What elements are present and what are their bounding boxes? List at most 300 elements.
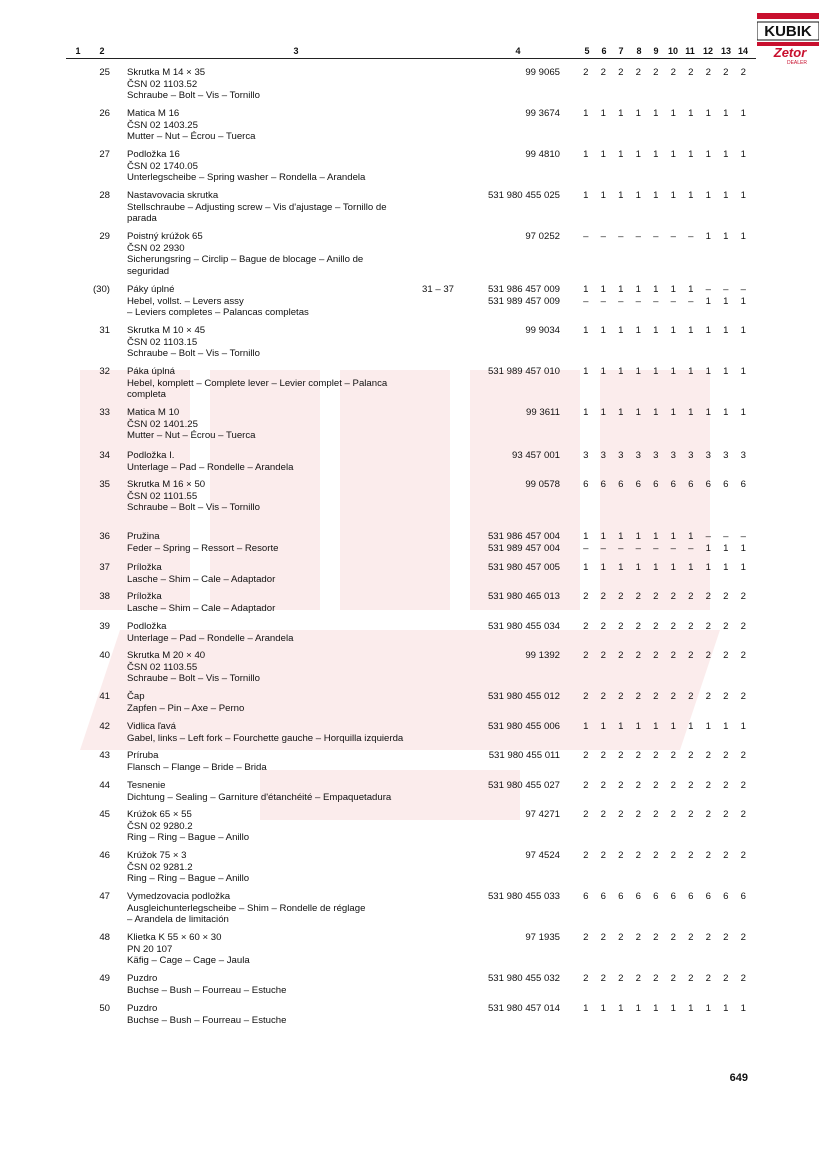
quantity-cell: 6	[740, 891, 746, 902]
quantity-cell: 6	[635, 479, 641, 490]
quantity-cell: –	[618, 295, 624, 307]
part-number: 531 980 455 034	[487, 621, 560, 632]
quantity-cell: 1	[688, 531, 694, 542]
quantity-cell: 1	[688, 108, 694, 119]
quantity-line	[577, 850, 757, 862]
quantity-cell: 1	[688, 190, 694, 201]
part-number: 531 980 465 013	[487, 591, 560, 602]
quantity-line	[577, 750, 757, 762]
quantity-cell: 2	[635, 650, 641, 661]
quantity-cell: 1	[618, 284, 624, 295]
quantity-cell: 1	[600, 325, 606, 336]
part-numbers	[462, 973, 560, 985]
part-number: 99 4810	[525, 149, 560, 160]
column-header-8: 8	[636, 46, 642, 56]
description-line: Schraube – Bolt – Vis – Tornillo	[127, 502, 260, 513]
quantity-columns	[577, 721, 757, 733]
quantity-cell: 2	[723, 780, 729, 791]
quantity-cell: 6	[740, 479, 746, 490]
description-line: Stellschraube – Adjusting screw – Vis d'ajustage – Tornillo de	[127, 201, 387, 213]
quantity-cell: 1	[653, 531, 659, 542]
quantity-cell: 1	[618, 531, 624, 542]
quantity-cell: 1	[670, 284, 676, 295]
part-description	[127, 325, 457, 360]
quantity-columns	[577, 562, 757, 574]
quantity-cell: 2	[705, 809, 711, 820]
part-numbers	[462, 366, 560, 378]
part-numbers	[462, 284, 560, 307]
quantity-cell: 2	[635, 932, 641, 943]
quantity-cell: –	[618, 231, 624, 242]
quantity-cell: 2	[583, 691, 589, 702]
quantity-line	[577, 1003, 757, 1015]
quantity-cell: 1	[670, 190, 676, 201]
quantity-cell: 1	[705, 1003, 711, 1014]
quantity-columns	[577, 190, 757, 202]
description-line: Lasche – Shim – Cale – Adaptador	[127, 573, 276, 585]
quantity-cell: –	[600, 231, 606, 242]
quantity-cell: 2	[618, 973, 624, 984]
part-numbers	[462, 621, 560, 633]
quantity-cell: –	[670, 542, 676, 554]
position-number: 38	[99, 591, 110, 602]
quantity-cell: 1	[618, 562, 624, 573]
position-number: 32	[99, 366, 110, 377]
quantity-cell: 2	[688, 67, 694, 78]
description-line: Matica M 10	[127, 407, 180, 418]
quantity-cell: 1	[583, 531, 589, 542]
description-line: Skrutka M 20 × 40	[127, 650, 206, 661]
quantity-cell: 1	[635, 1003, 641, 1014]
quantity-cell: 2	[618, 691, 624, 702]
quantity-cell: 2	[670, 780, 676, 791]
quantity-cell: 2	[723, 67, 729, 78]
description-line: ČSN 02 1103.52	[127, 78, 198, 90]
quantity-cell: 1	[600, 407, 606, 418]
quantity-cell: 1	[670, 1003, 676, 1014]
quantity-cell: 2	[723, 973, 729, 984]
position-number: 47	[99, 891, 110, 902]
quantity-cell: –	[723, 531, 729, 542]
quantity-cell: 1	[740, 1003, 746, 1014]
part-numbers	[462, 932, 560, 944]
quantity-cell: 2	[670, 850, 676, 861]
part-number: 97 4271	[525, 809, 560, 820]
description-line: Tesnenie	[127, 780, 166, 791]
quantity-cell: 1	[740, 325, 746, 336]
description-line: Feder – Spring – Ressort – Resorte	[127, 542, 279, 554]
quantity-cell: 1	[723, 295, 729, 307]
quantity-cell: 1	[705, 721, 711, 732]
position-number: 46	[99, 850, 110, 861]
part-number: 531 980 455 027	[487, 780, 560, 791]
quantity-cell: 2	[583, 621, 589, 632]
part-number: 99 3611	[526, 407, 560, 418]
quantity-cell: 2	[583, 780, 589, 791]
quantity-columns	[577, 531, 757, 554]
quantity-cell: 1	[653, 284, 659, 295]
quantity-cell: 2	[740, 780, 746, 791]
part-description	[127, 562, 457, 585]
quantity-line	[577, 366, 757, 378]
quantity-cell: 2	[740, 691, 746, 702]
part-numbers	[462, 149, 560, 161]
quantity-cell: 6	[670, 891, 676, 902]
quantity-cell: 1	[600, 284, 606, 295]
description-line: – Leviers completes – Palancas completas	[127, 307, 309, 318]
quantity-cell: –	[688, 542, 694, 554]
quantity-cell: 1	[723, 542, 729, 554]
quantity-columns	[577, 108, 757, 120]
quantity-line	[577, 450, 757, 462]
quantity-cell: 2	[635, 973, 641, 984]
quantity-cell: 2	[705, 850, 711, 861]
part-numbers	[462, 190, 560, 202]
quantity-cell: 1	[723, 562, 729, 573]
quantity-cell: 1	[635, 407, 641, 418]
quantity-cell: 2	[583, 67, 589, 78]
quantity-cell: 1	[688, 407, 694, 418]
description-line: Pružina	[127, 531, 160, 542]
quantity-line	[577, 973, 757, 985]
quantity-cell: 2	[705, 650, 711, 661]
quantity-cell: 1	[688, 284, 694, 295]
description-line: Schraube – Bolt – Vis – Tornillo	[127, 90, 260, 101]
part-number: 531 980 457 005	[487, 562, 560, 573]
column-header-11: 11	[685, 46, 695, 56]
description-line: Podložka I.	[127, 450, 175, 461]
quantity-cell: 2	[583, 750, 589, 761]
quantity-cell: 1	[723, 190, 729, 201]
quantity-cell: 1	[635, 531, 641, 542]
quantity-cell: 2	[723, 621, 729, 632]
position-number: 44	[99, 780, 110, 791]
quantity-cell: 2	[653, 621, 659, 632]
quantity-cell: 2	[653, 691, 659, 702]
quantity-cell: 3	[670, 450, 676, 461]
column-header-2: 2	[99, 46, 105, 56]
part-description	[127, 891, 457, 926]
quantity-cell: 1	[635, 562, 641, 573]
position-number: 37	[99, 562, 110, 573]
part-numbers	[462, 891, 560, 903]
part-description	[127, 108, 457, 143]
description-line: Unterlegscheibe – Spring washer – Rondella – Arandela	[127, 172, 366, 183]
quantity-cell: 3	[635, 450, 641, 461]
quantity-cell: 2	[583, 591, 589, 602]
description-line: Matica M 16	[127, 108, 180, 119]
quantity-columns	[577, 591, 757, 603]
column-header-10: 10	[667, 46, 678, 56]
quantity-line	[577, 296, 757, 308]
quantity-cell: 1	[705, 231, 711, 242]
quantity-cell: 1	[618, 366, 624, 377]
part-number: 97 0252	[525, 231, 560, 242]
description-line: Príruba	[127, 750, 159, 761]
quantity-cell: 1	[670, 108, 676, 119]
column-header-3: 3	[293, 46, 299, 56]
quantity-cell: 1	[670, 562, 676, 573]
quantity-cell: –	[670, 231, 676, 242]
quantity-cell: 2	[653, 809, 659, 820]
quantity-cell: 1	[740, 542, 746, 554]
quantity-cell: 2	[688, 691, 694, 702]
position-number: 43	[99, 750, 110, 761]
quantity-cell: 2	[723, 850, 729, 861]
column-header-4: 4	[515, 46, 521, 56]
quantity-cell: 1	[635, 366, 641, 377]
quantity-cell: 2	[740, 67, 746, 78]
position-number: 41	[99, 691, 110, 702]
description-line: Buchse – Bush – Fourreau – Estuche	[127, 984, 287, 996]
quantity-cell: 2	[653, 67, 659, 78]
quantity-cell: 1	[600, 562, 606, 573]
quantity-cell: 2	[618, 591, 624, 602]
quantity-cell: 2	[653, 850, 659, 861]
quantity-columns	[577, 809, 757, 821]
part-numbers	[462, 650, 560, 662]
part-numbers	[462, 479, 560, 491]
column-header-14: 14	[737, 46, 748, 56]
part-number: 97 1935	[525, 932, 560, 943]
quantity-columns	[577, 691, 757, 703]
description-line: Puzdro	[127, 1003, 158, 1014]
quantity-cell: 2	[688, 750, 694, 761]
quantity-cell: 1	[653, 190, 659, 201]
quantity-cell: 2	[705, 780, 711, 791]
quantity-cell: 1	[583, 1003, 589, 1014]
description-line: Hebel, komplett – Complete lever – Levier complet – Palanca	[127, 377, 388, 389]
quantity-cell: 2	[583, 850, 589, 861]
description-line: Čap	[127, 691, 145, 702]
quantity-cell: –	[653, 542, 659, 554]
quantity-line	[577, 284, 757, 296]
quantity-cell: 2	[600, 591, 606, 602]
part-numbers	[462, 591, 560, 603]
quantity-cell: 6	[705, 891, 711, 902]
quantity-cell: 1	[618, 325, 624, 336]
description-line: ČSN 02 1101.55	[127, 490, 198, 502]
quantity-cell: 2	[688, 621, 694, 632]
subassembly-range: 31 – 37	[421, 284, 454, 295]
part-number: 531 989 457 010	[487, 366, 560, 377]
part-number: 531 980 455 006	[487, 721, 560, 732]
quantity-cell: 2	[600, 691, 606, 702]
quantity-cell: 3	[653, 450, 659, 461]
part-description	[127, 366, 457, 401]
quantity-cell: 1	[653, 108, 659, 119]
description-line: Unterlage – Pad – Rondelle – Arandela	[127, 632, 294, 644]
quantity-cell: 1	[705, 149, 711, 160]
part-description	[127, 149, 457, 184]
description-line: – Arandela de limitación	[127, 914, 229, 925]
part-description	[127, 231, 457, 277]
quantity-columns	[577, 231, 757, 243]
quantity-cell: 2	[635, 67, 641, 78]
quantity-cell: –	[688, 295, 694, 307]
part-number: 531 986 457 009	[487, 284, 560, 295]
quantity-cell: 6	[670, 479, 676, 490]
position-number: 40	[99, 650, 110, 661]
description-line: Lasche – Shim – Cale – Adaptador	[127, 602, 276, 614]
part-description	[127, 721, 457, 744]
quantity-line	[577, 591, 757, 603]
quantity-cell: 2	[670, 932, 676, 943]
quantity-cell: 1	[600, 531, 606, 542]
quantity-cell: 2	[723, 809, 729, 820]
quantity-cell: 2	[635, 691, 641, 702]
quantity-cell: 1	[670, 531, 676, 542]
quantity-cell: 1	[653, 721, 659, 732]
quantity-cell: 6	[583, 479, 589, 490]
quantity-cell: 2	[670, 691, 676, 702]
quantity-columns	[577, 750, 757, 762]
quantity-cell: 1	[705, 325, 711, 336]
quantity-cell: 1	[670, 325, 676, 336]
part-description	[127, 190, 457, 225]
quantity-cell: 1	[618, 407, 624, 418]
part-number: 93 457 001	[511, 450, 560, 461]
description-line: Ring – Ring – Bague – Anillo	[127, 832, 250, 843]
quantity-cell: 6	[688, 479, 694, 490]
quantity-cell: 1	[635, 108, 641, 119]
quantity-line	[577, 780, 757, 792]
quantity-cell: –	[583, 231, 589, 242]
quantity-cell: 1	[740, 190, 746, 201]
quantity-cell: 6	[653, 891, 659, 902]
column-header-12: 12	[702, 46, 713, 56]
description-line: Flansch – Flange – Bride – Brida	[127, 761, 267, 773]
quantity-cell: 2	[705, 691, 711, 702]
description-line: PN 20 107	[127, 943, 173, 955]
position-number: 33	[99, 407, 110, 418]
description-line: seguridad	[127, 265, 170, 277]
quantity-cell: 2	[653, 591, 659, 602]
quantity-cell: –	[705, 531, 711, 542]
part-numbers	[462, 325, 560, 337]
quantity-cell: 2	[600, 67, 606, 78]
description-line: Skrutka M 16 × 50	[127, 479, 206, 490]
logo-zetor-text: Zetor	[773, 45, 807, 60]
quantity-cell: 1	[740, 562, 746, 573]
quantity-cell: 1	[688, 325, 694, 336]
quantity-cell: –	[635, 231, 641, 242]
description-line: Klietka K 55 × 60 × 30	[127, 932, 222, 943]
quantity-line	[577, 325, 757, 337]
quantity-cell: 1	[635, 190, 641, 201]
part-description	[127, 591, 457, 614]
description-line: Ausgleichunterlegscheibe – Shim – Rondelle de réglage	[127, 902, 366, 914]
quantity-cell: –	[583, 295, 589, 307]
description-line: Krúžok 75 × 3	[127, 850, 187, 861]
quantity-columns	[577, 1003, 757, 1015]
part-numbers	[462, 721, 560, 733]
quantity-cell: 2	[618, 621, 624, 632]
quantity-cell: 6	[618, 479, 624, 490]
quantity-cell: –	[583, 542, 589, 554]
quantity-cell: 1	[670, 407, 676, 418]
quantity-columns	[577, 932, 757, 944]
quantity-cell: 3	[740, 450, 746, 461]
quantity-cell: –	[688, 231, 694, 242]
quantity-cell: 1	[600, 1003, 606, 1014]
description-line: completa	[127, 389, 166, 400]
part-description	[127, 67, 457, 102]
description-line: Príložka	[127, 562, 162, 573]
quantity-cell: 2	[600, 621, 606, 632]
quantity-cell: 1	[653, 407, 659, 418]
quantity-cell: 1	[705, 407, 711, 418]
part-description	[127, 407, 457, 442]
part-numbers	[462, 231, 560, 243]
part-description	[127, 531, 457, 554]
part-numbers	[462, 691, 560, 703]
description-line: Schraube – Bolt – Vis – Tornillo	[127, 348, 260, 359]
description-line: ČSN 02 1403.25	[127, 119, 198, 131]
part-description	[127, 780, 457, 803]
quantity-cell: 1	[670, 366, 676, 377]
description-line: Unterlage – Pad – Rondelle – Arandela	[127, 461, 294, 473]
quantity-line	[577, 721, 757, 733]
part-number: 531 980 455 033	[487, 891, 560, 902]
quantity-cell: 2	[635, 809, 641, 820]
quantity-cell: 2	[618, 780, 624, 791]
column-header-1: 1	[75, 46, 81, 56]
quantity-cell: 1	[618, 1003, 624, 1014]
quantity-line	[577, 650, 757, 662]
part-number: 531 986 457 004	[487, 531, 560, 542]
quantity-cell: 1	[705, 366, 711, 377]
quantity-cell: 1	[723, 407, 729, 418]
quantity-columns	[577, 67, 757, 79]
description-line: ČSN 02 2930	[127, 242, 185, 254]
part-number: 531 980 457 014	[487, 1003, 560, 1014]
quantity-cell: 1	[723, 108, 729, 119]
quantity-cell: 1	[635, 721, 641, 732]
part-numbers	[462, 531, 560, 554]
description-line: Sicherungsring – Circlip – Bague de blocage – Anillo de	[127, 254, 364, 265]
description-line: Buchse – Bush – Fourreau – Estuche	[127, 1014, 287, 1026]
quantity-cell: –	[653, 295, 659, 307]
quantity-cell: –	[670, 295, 676, 307]
position-number: 25	[99, 67, 110, 78]
quantity-cell: 2	[688, 850, 694, 861]
quantity-cell: 1	[688, 1003, 694, 1014]
quantity-cell: 2	[618, 809, 624, 820]
quantity-columns	[577, 325, 757, 337]
position-number: 29	[99, 231, 110, 242]
quantity-cell: 2	[600, 780, 606, 791]
quantity-cell: 1	[600, 366, 606, 377]
part-description	[127, 284, 457, 319]
description-line: Zapfen – Pin – Axe – Perno	[127, 702, 245, 714]
quantity-cell: –	[618, 542, 624, 554]
quantity-cell: 2	[705, 67, 711, 78]
quantity-cell: 2	[653, 750, 659, 761]
quantity-cell: 1	[740, 108, 746, 119]
quantity-cell: 1	[583, 190, 589, 201]
position-number: 49	[99, 973, 110, 984]
quantity-cell: 2	[670, 809, 676, 820]
quantity-cell: 2	[723, 750, 729, 761]
quantity-line	[577, 891, 757, 903]
quantity-cell: 1	[740, 149, 746, 160]
quantity-cell: 1	[740, 295, 746, 307]
part-description	[127, 932, 457, 967]
quantity-cell: 2	[670, 650, 676, 661]
quantity-cell: 2	[618, 650, 624, 661]
quantity-cell: 2	[600, 932, 606, 943]
